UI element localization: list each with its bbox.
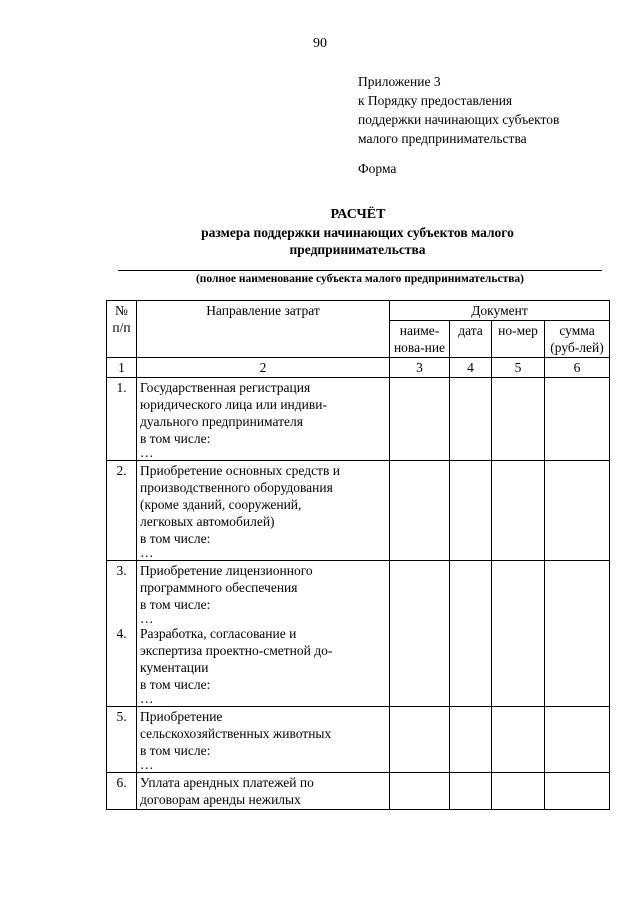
row-line: в том числе:: [140, 677, 211, 692]
entity-name-caption: (полное наименование субъекта малого предпринимательства): [195, 273, 525, 285]
header-document: Документ: [390, 301, 610, 321]
row-number: 1.: [107, 378, 137, 461]
doc-date-cell: [450, 773, 492, 810]
row-line: программного обеспечения: [140, 580, 298, 595]
header-doc-date: дата: [450, 321, 492, 358]
row-description: [137, 561, 390, 707]
row-line: Разработка, согласование и: [140, 626, 297, 641]
appendix-line: к Порядку предоставления: [358, 93, 513, 108]
row-line: дуального предпринимателя: [140, 414, 303, 429]
doc-sum-cell: [545, 707, 610, 773]
col-number: 1: [107, 358, 137, 378]
col-number: 6: [545, 358, 610, 378]
doc-name-cell: [390, 707, 450, 773]
row-line: в том числе:: [140, 597, 211, 612]
doc-date-cell: [450, 561, 492, 707]
doc-sum-cell: [545, 773, 610, 810]
header-row-top: [107, 301, 610, 321]
doc-date-cell: [450, 461, 492, 561]
row-line: кументации: [140, 660, 209, 675]
document-subtitle: размера поддержки начинающих субъектов малого предпринимательства: [201, 225, 514, 257]
row-line: в том числе:: [140, 743, 211, 758]
table-row: [107, 378, 610, 461]
doc-date-cell: [450, 707, 492, 773]
doc-sum-cell: [545, 461, 610, 561]
row-line: в том числе:: [140, 531, 211, 546]
row-number: 4.: [116, 626, 127, 641]
appendix-reference: [358, 72, 559, 148]
appendix-line: малого предпринимательства: [358, 131, 527, 146]
row-line: экспертиза проектно-сметной до-: [140, 643, 333, 658]
table-row: [107, 561, 610, 707]
row-line: …: [140, 691, 154, 706]
doc-name-cell: [390, 461, 450, 561]
doc-name-cell: [390, 378, 450, 461]
doc-number-cell: [492, 561, 545, 707]
row-description: [137, 773, 390, 810]
row-line: легковых автомобилей): [140, 514, 275, 529]
header-doc-sum: сумма (руб-лей): [545, 321, 610, 358]
form-label: Форма: [358, 161, 397, 176]
entity-name-line: [118, 270, 602, 271]
row-line: в том числе:: [140, 431, 211, 446]
row-number: 5.: [107, 707, 137, 773]
row-description: [137, 378, 390, 461]
doc-number-cell: [492, 773, 545, 810]
col-number: 3: [390, 358, 450, 378]
doc-name-cell: [390, 773, 450, 810]
doc-date-cell: [450, 378, 492, 461]
doc-sum-cell: [545, 378, 610, 461]
row-number: 2.: [107, 461, 137, 561]
row-line: Государственная регистрация: [140, 380, 311, 395]
header-num: № п/п: [107, 301, 137, 358]
document-title: РАСЧЁТ: [330, 207, 386, 222]
column-number-row: [107, 358, 610, 378]
col-number: 2: [137, 358, 390, 378]
doc-number-cell: [492, 461, 545, 561]
row-line: …: [140, 757, 154, 772]
row-line: договорам аренды нежилых: [140, 792, 301, 807]
row-line: производственного оборудования: [140, 480, 333, 495]
row-description: [137, 461, 390, 561]
header-direction: Направление затрат: [137, 301, 390, 358]
row-line: Приобретение: [140, 709, 223, 724]
col-number: 5: [492, 358, 545, 378]
col-number: 4: [450, 358, 492, 378]
row-number: 6.: [107, 773, 137, 810]
appendix-line: поддержки начинающих субъектов: [358, 112, 560, 127]
row-line: Уплата арендных платежей по: [140, 775, 314, 790]
row-line: юридического лица или индиви-: [140, 397, 327, 412]
row-number: 3.: [116, 563, 127, 578]
row-description: [137, 707, 390, 773]
doc-number-cell: [492, 707, 545, 773]
doc-sum-cell: [545, 561, 610, 707]
row-line: …: [140, 611, 154, 626]
doc-number-cell: [492, 378, 545, 461]
calculation-table: [106, 300, 610, 810]
page-number: 90: [313, 36, 327, 51]
table-row: [107, 707, 610, 773]
row-number-group: [107, 561, 137, 707]
header-doc-number: но-мер: [492, 321, 545, 358]
appendix-line: Приложение 3: [358, 74, 441, 89]
table-row: [107, 773, 610, 810]
row-line: Приобретение основных средств и: [140, 463, 340, 478]
row-line: …: [140, 545, 154, 560]
header-doc-name: наиме-нова-ние: [390, 321, 450, 358]
row-line: сельскохозяйственных животных: [140, 726, 332, 741]
doc-name-cell: [390, 561, 450, 707]
row-line: (кроме зданий, сооружений,: [140, 497, 302, 512]
row-line: …: [140, 445, 154, 460]
table-row: [107, 461, 610, 561]
row-line: Приобретение лицензионного: [140, 563, 313, 578]
